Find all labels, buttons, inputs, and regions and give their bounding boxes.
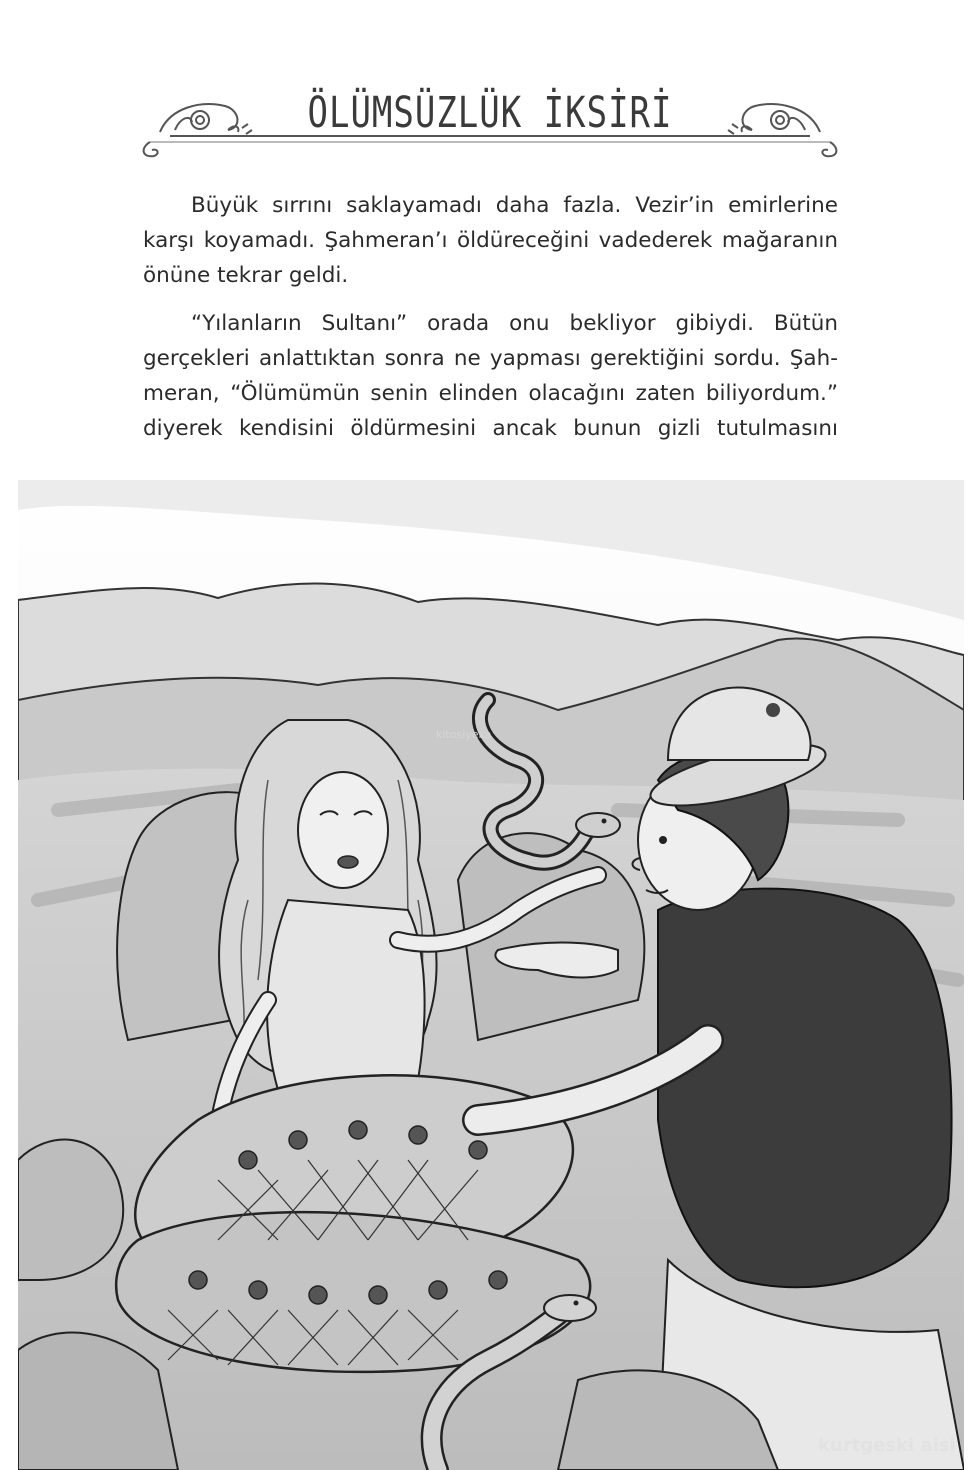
watermark-corner: kurtgeski aisi — [818, 1435, 956, 1456]
woman-face — [298, 772, 388, 888]
watermark-center: kitosiyeka — [436, 728, 492, 741]
snake-eye-small — [574, 1301, 579, 1306]
man-vest — [658, 889, 951, 1288]
text-line: gerçekleri anlattıktan sonra ne yapması gerektiğini sordu. Şah- — [143, 346, 838, 371]
paragraph-1 — [143, 188, 838, 293]
snake-head-upper — [576, 813, 620, 837]
text-line: önüne tekrar geldi. — [143, 263, 349, 288]
page-title: ÖLÜMSÜZLÜK İKSİRİ — [307, 88, 673, 138]
woman-mouth — [338, 856, 358, 868]
shahmaran-scene-image — [18, 480, 964, 1470]
text-line: karşı koyamadı. Şahmeran’ı öldüreceğini vadederek mağaranın — [143, 228, 838, 253]
man-eye — [659, 836, 667, 844]
chapter-header — [130, 78, 850, 168]
paragraph-2 — [143, 306, 838, 446]
snake-head-small — [544, 1295, 596, 1321]
snake-eye-upper — [602, 819, 607, 824]
text-line: “Yılanların Sultanı” orada onu bekliyor gibiydi. Bütün — [191, 311, 838, 336]
text-line: diyerek kendisini öldürmesini ancak bunun gizli tutulmasını — [143, 416, 838, 441]
man-hat-detail — [766, 703, 780, 717]
text-line: Büyük sırrını saklayamadı daha fazla. Vezir’in emirlerine — [191, 193, 838, 218]
story-illustration — [18, 480, 964, 1470]
text-line: meran, “Ölümümün senin elinden olacağını zaten biliyordum.” — [143, 381, 838, 406]
story-text — [143, 188, 838, 459]
woman-torso — [267, 900, 424, 1090]
